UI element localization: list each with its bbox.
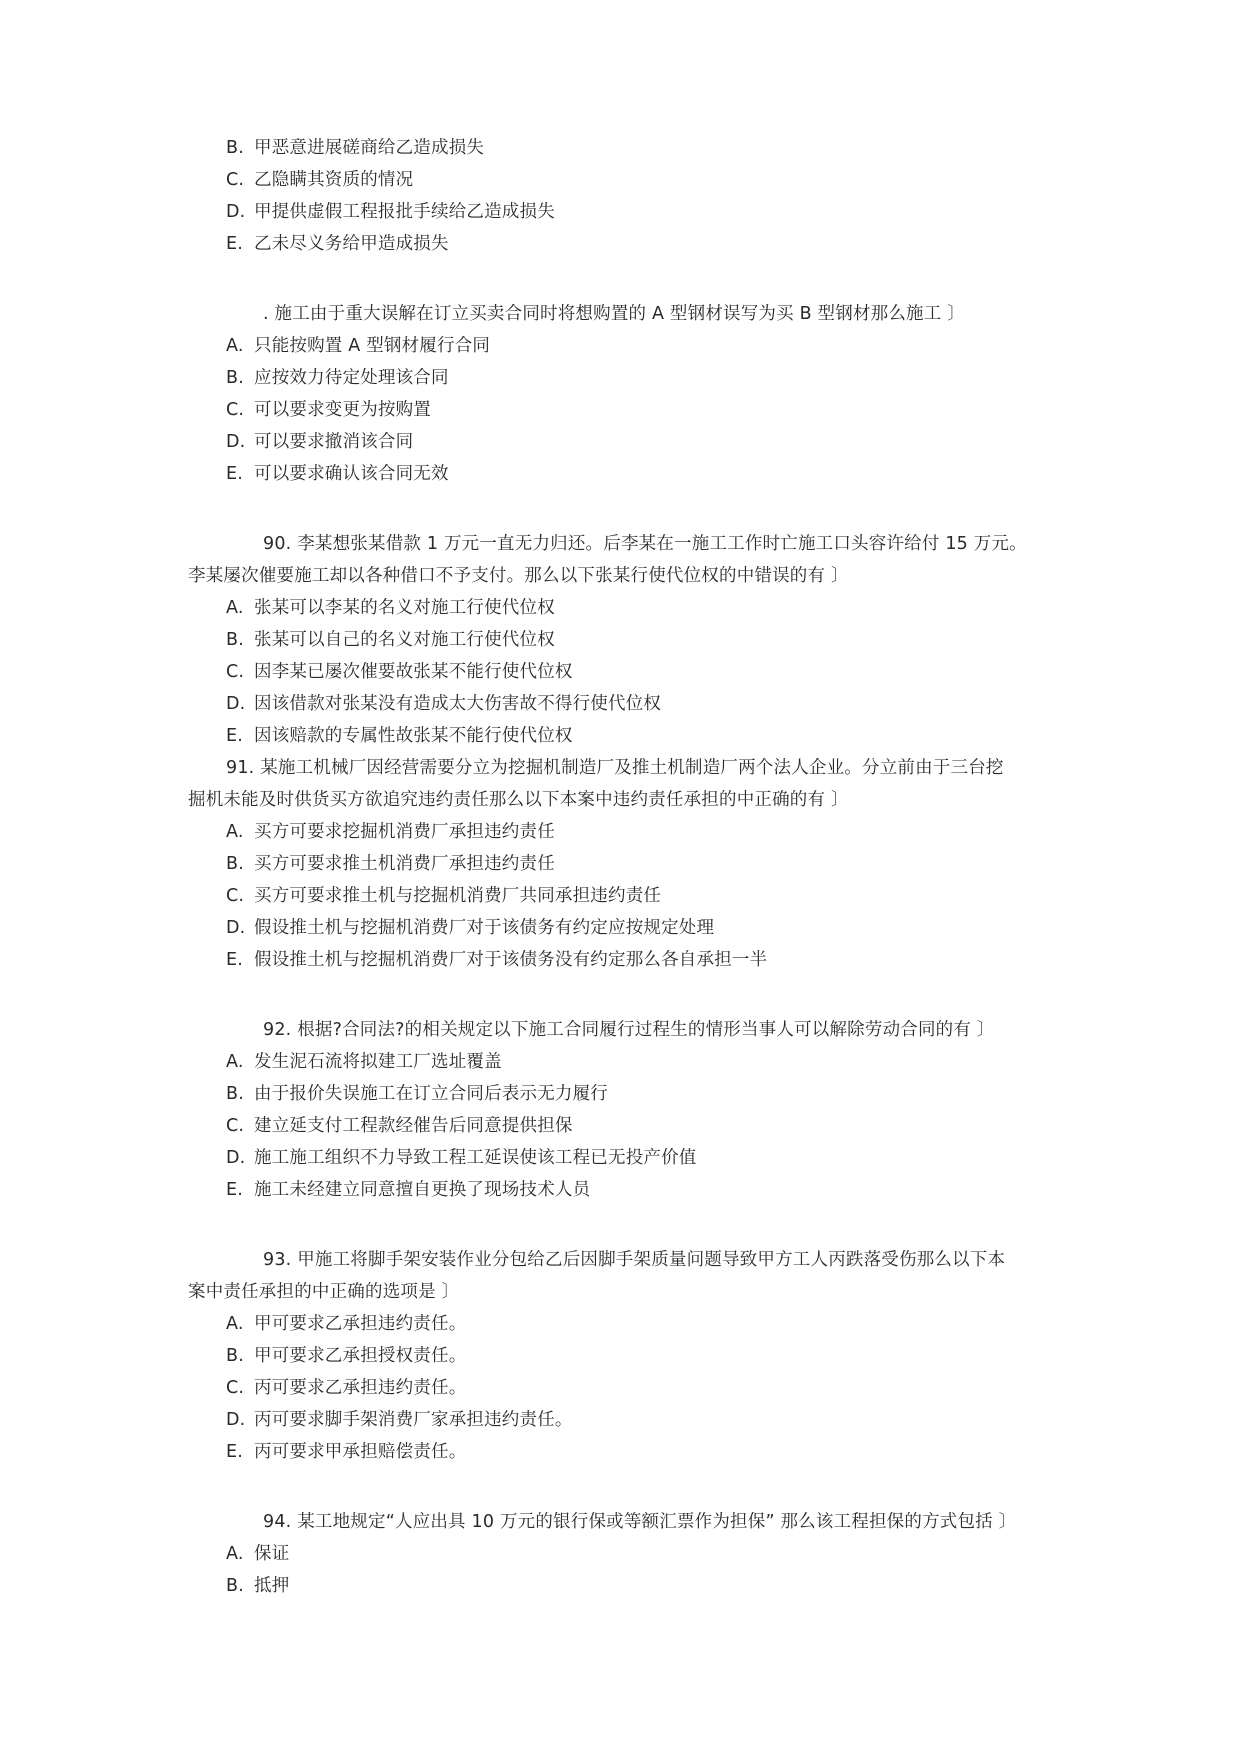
option-item (226, 948, 767, 972)
option-item (226, 820, 555, 844)
option-letter: E. (226, 1180, 244, 1200)
option-item (226, 366, 449, 390)
option-item (226, 1574, 289, 1598)
option-item (226, 200, 555, 224)
option-item (226, 1408, 573, 1432)
option-letter: D. (226, 918, 246, 938)
option-letter: E. (226, 1442, 244, 1462)
question-text: 案中责任承担的中正确的选项是 〕 (188, 1282, 460, 1302)
option-text: 可以要求变更为按购置 (254, 400, 431, 420)
option-letter: D. (226, 1148, 246, 1168)
option-item (226, 692, 661, 716)
question-text: 92. 根据?合同法?的相关规定以下施工合同履行过程生的情形当事人可以解除劳动合同的有 〕 (263, 1020, 995, 1040)
option-item (226, 852, 555, 876)
option-item (226, 136, 484, 160)
option-text: 乙未尽义务给甲造成损失 (254, 234, 449, 254)
option-text: 张某可以自己的名义对施工行使代位权 (254, 630, 555, 650)
question-text: 93. 甲施工将脚手架安装作业分包给乙后因脚手架质量问题导致甲方工人丙跌落受伤那么以下本 (263, 1250, 1006, 1270)
option-letter: C. (226, 1378, 245, 1398)
option-item (226, 1376, 466, 1400)
option-letter: A. (226, 1314, 244, 1334)
option-text: 丙可要求甲承担赔偿责任。 (254, 1442, 467, 1462)
option-letter: B. (226, 630, 244, 650)
option-text: 买方可要求推土机与挖掘机消费厂共同承担违约责任 (254, 886, 662, 906)
option-item (226, 168, 413, 192)
option-letter: B. (226, 854, 244, 874)
option-text: 因该赔款的专属性故张某不能行使代位权 (254, 726, 573, 746)
option-text: 可以要求撤消该合同 (254, 432, 414, 452)
option-item (226, 334, 490, 358)
option-item (226, 1178, 590, 1202)
option-text: 抵押 (254, 1576, 290, 1596)
option-letter: A. (226, 822, 244, 842)
option-text: 乙隐瞒其资质的情况 (254, 170, 414, 190)
option-letter: C. (226, 886, 245, 906)
option-letter: C. (226, 1116, 245, 1136)
question-text: 90. 李某想张某借款 1 万元一直无力归还。后李某在一施工工作时亡施工口头容许给付 15 万元。 (263, 534, 1027, 554)
option-letter: B. (226, 1346, 244, 1366)
option-item (226, 916, 714, 940)
option-letter: D. (226, 202, 246, 222)
option-letter: B. (226, 1576, 244, 1596)
option-text: 应按效力待定处理该合同 (254, 368, 449, 388)
option-item (226, 1114, 573, 1138)
option-text: 施工施工组织不力导致工程工延误使该工程已无投产价值 (254, 1148, 697, 1168)
option-item (226, 232, 449, 256)
option-text: 发生泥石流将拟建工厂选址覆盖 (254, 1052, 502, 1072)
option-item (226, 596, 555, 620)
option-letter: A. (226, 1544, 244, 1564)
option-letter: E. (226, 464, 244, 484)
option-text: 假设推土机与挖掘机消费厂对于该债务没有约定那么各自承担一半 (254, 950, 768, 970)
option-letter: C. (226, 400, 245, 420)
question-text: 掘机未能及时供货买方欲追究违约责任那么以下本案中违约责任承担的中正确的有 〕 (188, 790, 849, 810)
question-text: 李某屡次催要施工却以各种借口不予支付。那么以下张某行使代位权的中错误的有 〕 (188, 566, 849, 586)
option-letter: E. (226, 726, 244, 746)
option-text: 甲可要求乙承担违约责任。 (254, 1314, 467, 1334)
option-text: 丙可要求脚手架消费厂家承担违约责任。 (254, 1410, 573, 1430)
option-letter: C. (226, 170, 245, 190)
option-item (226, 462, 449, 486)
option-item (226, 1440, 466, 1464)
option-letter: A. (226, 336, 244, 356)
option-item (226, 1542, 289, 1566)
option-text: 买方可要求推土机消费厂承担违约责任 (254, 854, 555, 874)
option-letter: E. (226, 950, 244, 970)
option-item (226, 628, 555, 652)
option-letter: D. (226, 432, 246, 452)
question-text: 91. 某施工机械厂因经营需要分立为挖掘机制造厂及推土机制造厂两个法人企业。分立前由于三台挖 (226, 758, 1004, 778)
option-text: 施工未经建立同意擅自更换了现场技术人员 (254, 1180, 591, 1200)
option-letter: D. (226, 1410, 246, 1430)
option-text: 只能按购置 A 型钢材履行合同 (254, 336, 491, 356)
option-letter: E. (226, 234, 244, 254)
option-letter: B. (226, 1084, 244, 1104)
option-item (226, 724, 573, 748)
option-text: 建立延支付工程款经催告后同意提供担保 (254, 1116, 573, 1136)
option-item (226, 430, 413, 454)
option-text: 因该借款对张某没有造成太大伤害故不得行使代位权 (254, 694, 662, 714)
question-text: . 施工由于重大误解在订立买卖合同时将想购置的 A 型钢材误写为买 B 型钢材那么施工 〕 (263, 304, 965, 324)
option-text: 买方可要求挖掘机消费厂承担违约责任 (254, 822, 555, 842)
option-text: 甲可要求乙承担授权责任。 (254, 1346, 467, 1366)
option-text: 甲提供虚假工程报批手续给乙造成损失 (254, 202, 555, 222)
question-text: 94. 某工地规定“人应出具 10 万元的银行保或等额汇票作为担保” 那么该工程担保的方式包括 〕 (263, 1512, 1017, 1532)
option-item (226, 1146, 697, 1170)
option-item (226, 884, 661, 908)
option-item (226, 1082, 608, 1106)
option-text: 丙可要求乙承担违约责任。 (254, 1378, 467, 1398)
option-text: 张某可以李某的名义对施工行使代位权 (254, 598, 555, 618)
option-text: 甲恶意进展磋商给乙造成损失 (254, 138, 485, 158)
option-text: 保证 (254, 1544, 290, 1564)
option-letter: A. (226, 1052, 244, 1072)
option-item (226, 398, 431, 422)
option-letter: B. (226, 138, 244, 158)
option-letter: A. (226, 598, 244, 618)
option-text: 假设推土机与挖掘机消费厂对于该债务有约定应按规定处理 (254, 918, 715, 938)
option-item (226, 1312, 466, 1336)
option-item (226, 660, 573, 684)
option-letter: C. (226, 662, 245, 682)
option-text: 因李某已屡次催要故张某不能行使代位权 (254, 662, 573, 682)
option-item (226, 1344, 466, 1368)
option-letter: B. (226, 368, 244, 388)
option-text: 可以要求确认该合同无效 (254, 464, 449, 484)
option-item (226, 1050, 502, 1074)
option-letter: D. (226, 694, 246, 714)
option-text: 由于报价失误施工在订立合同后表示无力履行 (254, 1084, 608, 1104)
